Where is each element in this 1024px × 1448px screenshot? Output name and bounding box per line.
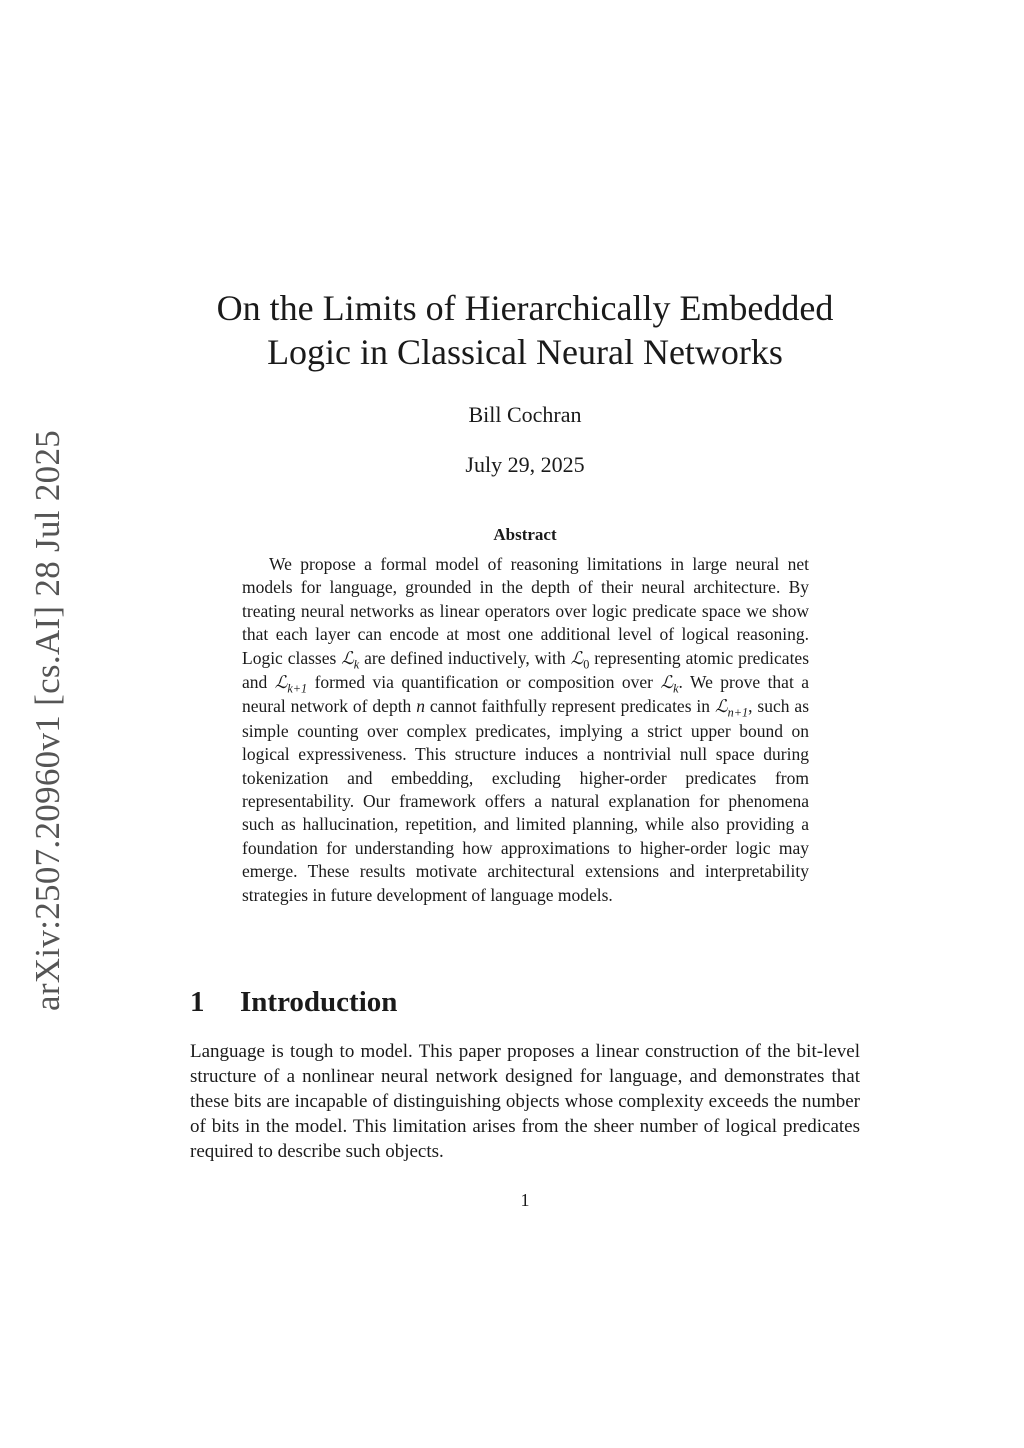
- section-number: 1: [190, 986, 205, 1018]
- paper-title: [190, 286, 860, 374]
- abstract-part-3: representing atomic predicates and: [242, 647, 810, 693]
- abstract-part-1: We propose a formal model of reasoning limitations in large neural net models for language, grounded in the depth of their neural architecture. By treating neural networks as linear operators over logic predicate space we show that each layer can encode at most one additional level of logical reasoning. Logic classes: [242, 554, 809, 668]
- math-subscript: k: [673, 681, 679, 696]
- title-line-2: Logic in Classical Neural Networks: [267, 332, 783, 372]
- math-subscript: n+1: [727, 705, 749, 720]
- abstract-part-5: . We prove that a neural network of depth: [242, 672, 809, 717]
- math-symbol-L: ℒ: [660, 673, 674, 694]
- arxiv-identifier-stamp: arXiv:2507.20960v1 [cs.AI] 28 Jul 2025: [28, 429, 67, 1011]
- math-subscript: 0: [583, 657, 590, 672]
- abstract-part-4: formed via quantification or composition over: [307, 672, 661, 693]
- abstract-part-6: cannot faithfully represent predicates in: [424, 696, 715, 717]
- author-name: Bill Cochran: [468, 402, 582, 427]
- page-number: 1: [520, 1190, 530, 1210]
- abstract-part-2: are defined inductively, with: [359, 647, 571, 668]
- math-subscript: k+1: [287, 681, 308, 696]
- introduction-paragraph: Language is tough to model. This paper proposes a linear construction of the bit-level structure of a nonlinear neural network designed for language, and demonstrates that these bits are incapable of distinguishing objects whose complexity exceeds the number of bits in the model. This limitation arises from the sheer number of logical predicates required to describe such objects.: [190, 1041, 860, 1162]
- math-symbol-L: ℒ: [714, 697, 728, 718]
- publication-date: July 29, 2025: [465, 452, 585, 477]
- title-line-1: On the Limits of Hierarchically Embedded: [216, 288, 834, 328]
- math-subscript: k: [353, 657, 360, 672]
- section-heading-introduction: [190, 982, 397, 1022]
- abstract-heading: Abstract: [493, 525, 557, 544]
- math-symbol-L: ℒ: [274, 673, 288, 694]
- math-symbol-L: ℒ: [570, 648, 584, 669]
- abstract-text: [242, 553, 809, 907]
- section-title: Introduction: [240, 986, 398, 1018]
- abstract-part-7: , such as simple counting over complex predicates, implying a strict upper bound on logical expressiveness. This structure induces a nontrivial null space during tokenization and embedding, excluding higher-order predicates from representability. Our framework offers a natural explanation for phenomena such as hallucination, repetition, and limited planning, while also providing a foundation for understanding how approximations to higher-order logic may emerge. These results motivate architectural extensions and interpretability strategies in future development of language models.: [242, 696, 810, 905]
- math-variable-n: n: [416, 696, 425, 717]
- math-symbol-L: ℒ: [341, 648, 354, 669]
